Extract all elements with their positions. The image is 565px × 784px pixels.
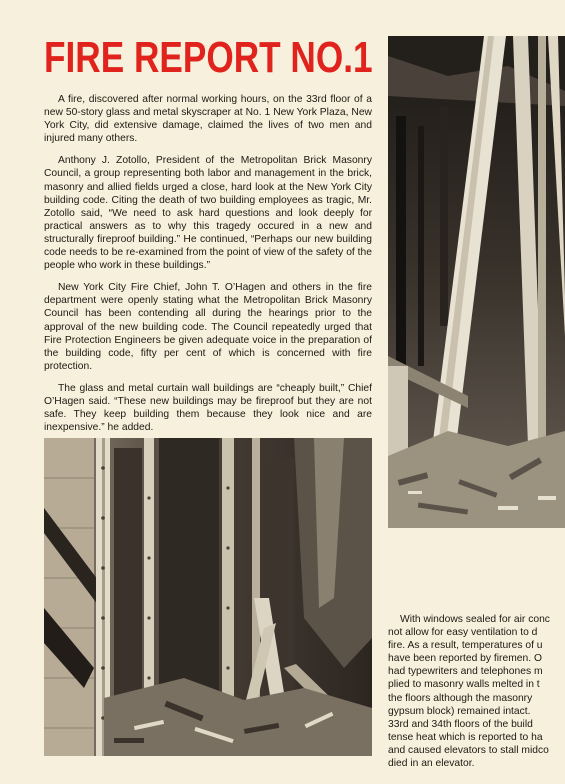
caption-line: had typewriters and telephones m: [388, 666, 543, 678]
article-body: [44, 93, 372, 443]
caption-line: have been reported by firemen. O: [388, 653, 542, 665]
caption-line: and caused elevators to stall midco: [388, 744, 549, 756]
caption-line: tense heat which is reported to ha: [388, 731, 543, 743]
caption-line: With windows sealed for air conc: [400, 614, 550, 625]
fire-damage-photo-bottom: [44, 438, 372, 756]
caption-line: died in an elevator.: [388, 758, 475, 770]
fire-damage-photo-right: [388, 36, 565, 528]
caption-line: gypsum block) remained intact.: [388, 705, 531, 717]
caption-line: plied to masonry walls melted in t: [388, 679, 540, 691]
paragraph-3: New York City Fire Chief, John T. O’Hagen and others in the fire department were openly stating what the Metropolitan Brick Masonry Council has been contending all during the hearings prior to the approval of the new building code. The Council repeatedly urged that Fire Protection Engineers be given adequate voice in the preparation of the building code, fifty per cent of which is concerned with fire protection.: [44, 282, 372, 372]
paragraph-1: A fire, discovered after normal working hours, on the 33rd floor of a new 50-story glass and metal skyscraper at No. 1 New York Plaza, New York City, did extensive damage, claimed the lives of two men and injured many others.: [44, 94, 372, 145]
caption-line: fire. As a result, temperatures of u: [388, 640, 543, 652]
caption-line: the floors although the masonry: [388, 692, 533, 704]
caption-line: 33rd and 34th floors of the build: [388, 718, 533, 730]
photo-caption: [388, 613, 565, 770]
paragraph-2: Anthony J. Zotollo, President of the Metropolitan Brick Masonry Council, a group representing both labor and management in the brick, masonry and allied fields urged a close, hard look at the New York City building code. Citing the death of two building employees as tragic, Mr. Zotollo said, “We need to ask hard questions and look deeply for practical answers as to why this tragedy occured in a new and structurally fireproof building.” He continued, “Perhaps our new building code needs to be re-examined from the point of view of the safety of the people who work in these buildings.”: [44, 155, 372, 272]
caption-line: not allow for easy ventilation to d: [388, 627, 538, 639]
paragraph-4: The glass and metal curtain wall buildings are “cheaply built,” Chief O’Hagen said. “These new buildings may be fireproof but they are not safe. They keep building them because they look nice and are inexpensive.” he added.: [44, 382, 372, 434]
article-title: FIRE REPORT NO.1: [44, 33, 373, 82]
